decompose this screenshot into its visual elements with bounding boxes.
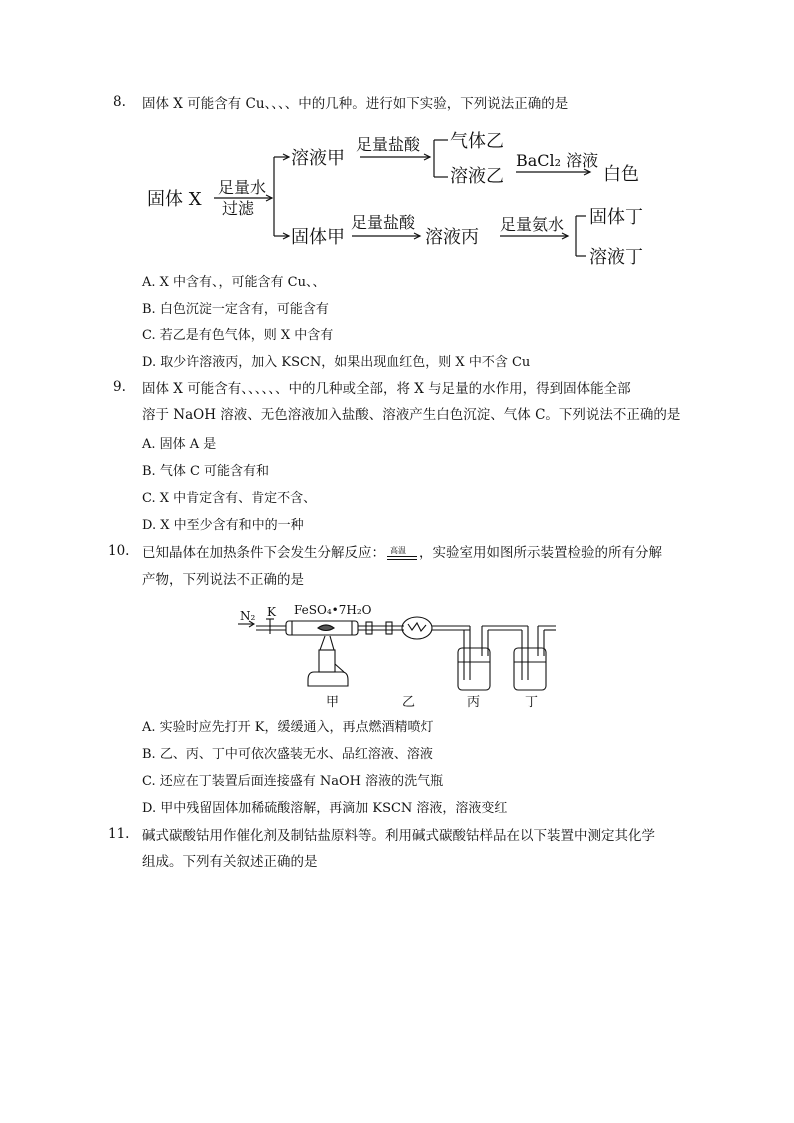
q9-option-d: D. X 中至少含有和中的一种 [142, 518, 304, 533]
app-reagent: FeSO₄•7H₂O [294, 603, 372, 617]
q8-option-d: D. 取少许溶液丙，加入 KSCN，如果出现血红色，则 X 中不含 Cu [142, 355, 531, 370]
q9-option-b: B. 气体 C 可能含有和 [142, 464, 270, 479]
app-yi: 乙 [402, 695, 416, 710]
q8-option-c: C. 若乙是有色气体，则 X 中含有 [142, 328, 334, 343]
app-k: K [267, 605, 276, 619]
q9-number: 9. [113, 379, 126, 395]
flow-sol-yi: 溶液乙 [450, 166, 504, 187]
q9-stem-line2: 溶于 NaOH 溶液、无色溶液加入盐酸、溶液产生白色沉淀、气体 C。下列说法不正确的是 [142, 407, 681, 423]
flow-sol-jia: 溶液甲 [291, 148, 345, 169]
flow-acid-bottom: 足量盐酸 [351, 213, 416, 232]
q10-option-a: A. 实验时应先打开 K，缓缓通入，再点燃酒精喷灯 [142, 720, 434, 735]
q10-option-b: B. 乙、丙、丁中可依次盛装无水、品红溶液、溶液 [142, 747, 433, 762]
q9-option-a: A. 固体 A 是 [142, 437, 217, 452]
flow-solid-ding: 固体丁 [589, 207, 643, 228]
flow-acid-top: 足量盐酸 [356, 135, 421, 154]
q10-option-c: C. 还应在丁装置后面连接盛有 NaOH 溶液的洗气瓶 [142, 774, 444, 789]
q8-option-b: B. 白色沉淀一定含有，可能含有 [142, 302, 329, 317]
flow-sol-bing: 溶液丙 [425, 227, 479, 248]
q10-option-d: D. 甲中残留固体加稀硫酸溶解，再滴加 KSCN 溶液，溶液变红 [142, 801, 508, 816]
q9-option-c: C. X 中肯定含有、肯定不含、 [142, 491, 317, 506]
flow-solid-x: 固体 X [147, 189, 202, 210]
flow-solid-jia: 固体甲 [291, 227, 345, 248]
q10-stem-line2: 产物，下列说法不正确的是 [142, 572, 304, 588]
app-drawing [238, 617, 556, 690]
flow-bacl2: BaCl₂ 溶液 [516, 151, 599, 170]
flow-white: 白色 [603, 164, 639, 185]
q8-stem: 固体 X 可能含有 Cu、、、、中的几种。进行如下实验，下列说法正确的是 [142, 96, 569, 112]
app-jia: 甲 [326, 695, 340, 710]
q9-stem-line1: 固体 X 可能含有、、、、、、中的几种或全部，将 X 与足量的水作用，得到固体能全部 [142, 381, 631, 397]
q8-number: 8. [113, 94, 126, 110]
flow-ammonia: 足量氨水 [500, 215, 565, 234]
q10-stem-part-a: 已知晶体在加热条件下会发生分解反应： [142, 545, 385, 561]
q10-stem-part-b: ，实验室用如图所示装置检验的所有分解 [419, 545, 662, 561]
app-n2: N₂ [240, 609, 256, 623]
q10-condition-label: 高温 [390, 545, 406, 555]
q8-option-a: A. X 中含有、，可能含有 Cu、、 [142, 275, 326, 290]
flow-step1-bottom: 过滤 [222, 199, 255, 218]
app-ding: 丁 [525, 695, 539, 710]
app-bing: 丙 [467, 695, 481, 710]
q11-number: 11. [108, 826, 130, 842]
q11-stem-line1: 碱式碳酸钴用作催化剂及制钴盐原料等。利用碱式碳酸钴样品在以下装置中测定其化学 [142, 828, 655, 844]
flow-gas-yi: 气体乙 [450, 131, 504, 152]
q11-stem-line2: 组成。下列有关叙述正确的是 [142, 854, 318, 870]
q10-number: 10. [108, 543, 130, 559]
flow-step1-top: 足量水 [218, 178, 267, 197]
flow-sol-ding: 溶液丁 [589, 247, 643, 268]
